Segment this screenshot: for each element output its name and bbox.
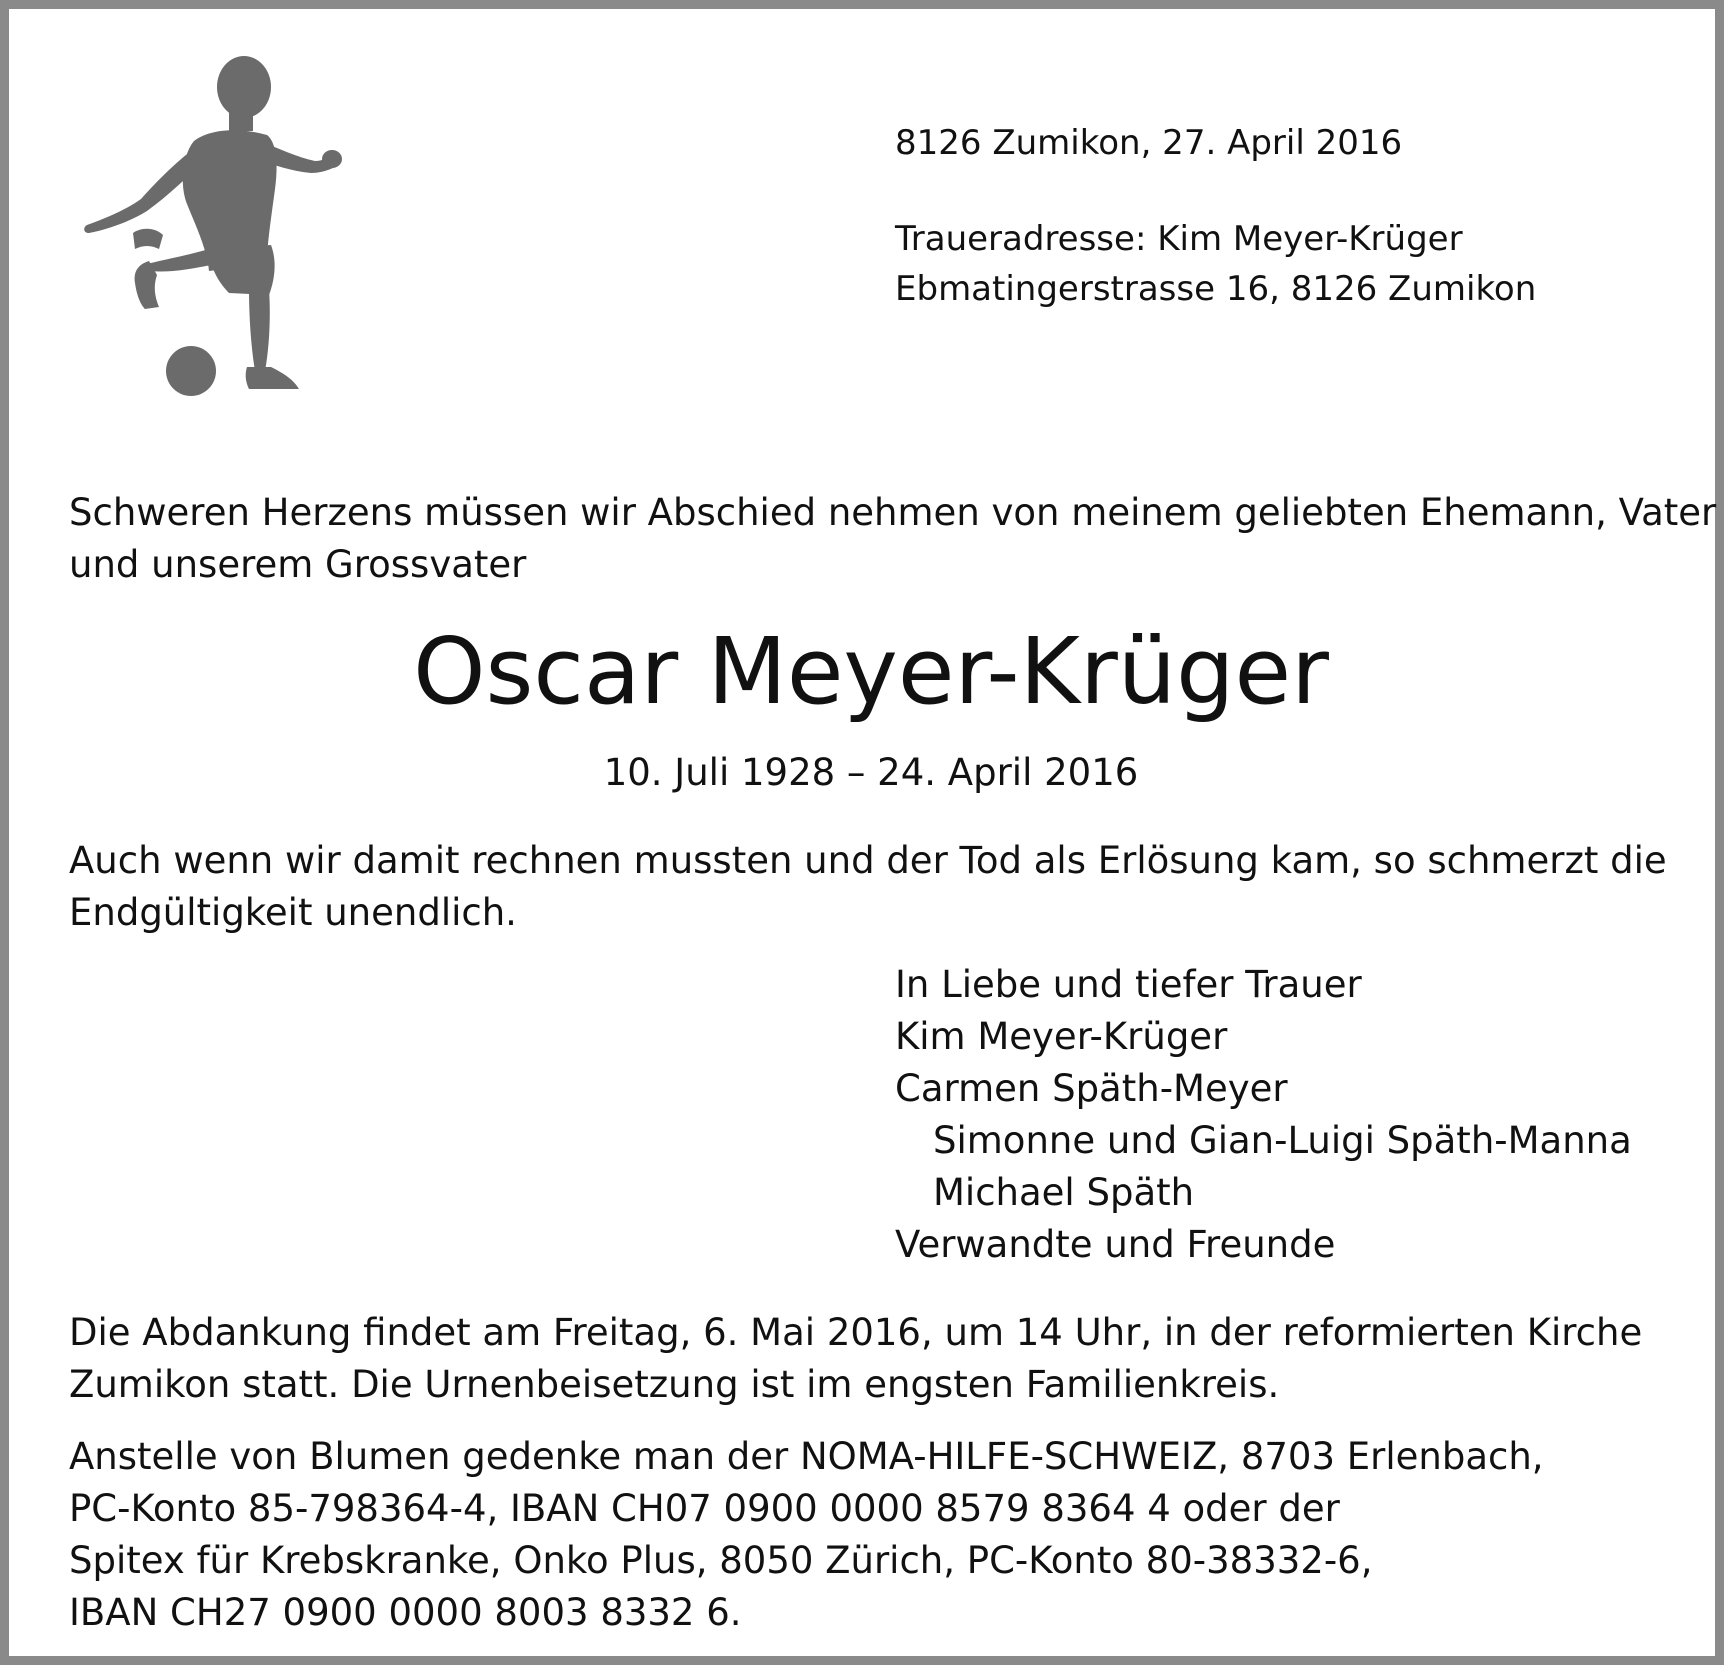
trauer-address-line-2: Ebmatingerstrasse 16, 8126 Zumikon [895, 269, 1537, 309]
condolence-line-1: Auch wenn wir damit rechnen mussten und der Tod als Erlösung kam, so schmerzt die [69, 839, 1667, 882]
donation-line-2: PC-Konto 85-798364-4, IBAN CH07 0900 0000 8579 8364 4 oder der [69, 1487, 1340, 1530]
intro-line-1: Schweren Herzens müssen wir Abschied nehmen von meinem geliebten Ehemann, Vater [69, 491, 1717, 534]
intro-line-2: und unserem Grossvater [69, 543, 527, 586]
signer-item: Carmen Späth-Meyer [895, 1067, 1288, 1110]
intro-paragraph [69, 487, 1716, 591]
signer-item: Simonne und Gian-Luigi Späth-Manna [933, 1119, 1632, 1162]
life-dates: 10. Juli 1928 – 24. April 2016 [603, 751, 1139, 794]
signer-item: In Liebe und tiefer Trauer [895, 963, 1362, 1006]
donation-line-3: Spitex für Krebskranke, Onko Plus, 8050 Zürich, PC-Konto 80-38332-6, [69, 1539, 1373, 1582]
signer-item: Kim Meyer-Krüger [895, 1015, 1228, 1058]
condolence-line-2: Endgültigkeit unendlich. [69, 891, 517, 934]
donation-paragraph [69, 1431, 1544, 1639]
signer-item: Michael Späth [933, 1171, 1195, 1214]
signers-list [895, 959, 1632, 1271]
soccer-player-silhouette-icon [79, 49, 379, 449]
place-date: 8126 Zumikon, 27. April 2016 [895, 123, 1403, 163]
condolence-paragraph [69, 835, 1667, 939]
donation-line-4: IBAN CH27 0900 0000 8003 8332 6. [69, 1591, 742, 1634]
ceremony-line-1: Die Abdankung findet am Freitag, 6. Mai 2016, um 14 Uhr, in der reformierten Kirche [69, 1311, 1643, 1354]
trauer-address-line-1: Traueradresse: Kim Meyer-Krüger [895, 219, 1463, 259]
signer-item: Verwandte und Freunde [895, 1223, 1336, 1266]
deceased-name: Oscar Meyer-Krüger [413, 618, 1329, 725]
ceremony-paragraph [69, 1307, 1642, 1411]
ceremony-line-2: Zumikon statt. Die Urnenbeisetzung ist im engsten Familienkreis. [69, 1363, 1280, 1406]
donation-line-1: Anstelle von Blumen gedenke man der NOMA-HILFE-SCHWEIZ, 8703 Erlenbach, [69, 1435, 1544, 1478]
